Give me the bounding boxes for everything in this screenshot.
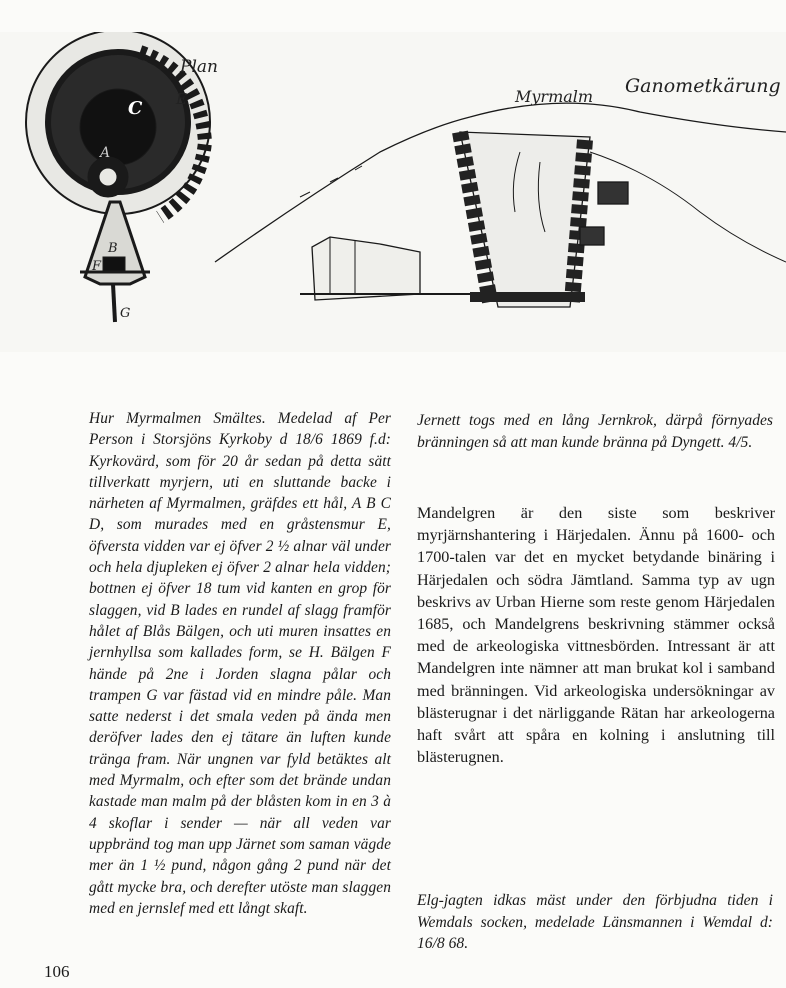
right-column-footnote — [417, 890, 773, 955]
label-b: B — [108, 241, 118, 256]
right-column-body — [417, 502, 775, 768]
label-c: C — [128, 98, 143, 119]
label-a: A — [100, 145, 111, 161]
left-column-text — [89, 408, 391, 919]
label-f: F — [92, 259, 102, 274]
left-paragraph: Hur Myrmalmen Smältes. Medelad af Per Person i Storsjöns Kyrkoby d 18/6 1869 f.d: Kyrkovärd, som för 20 år sedan på detta sätt tillverkatt myrjern, uti en sluttande backe i närheten af Myrmalmen, gräfdes ett hål, A B C D, som murades med en gråstensmur E, öfversta vidden var ej öfver 2 ½ alnar väl under och hela djupleken ej öfver 2 alnar hela vidden; bottnen ej öfver 18 tum vid kanten en grop för slaggen, vid B lades en rundel af slagg framför hålet af Blås Bälgen, och uti muren insattes en jernhyllsa som kallades form, se H. Bälgen F hände på 2ne i Jorden slagna pålar och trampen G var fästad vid en mindre påle. Man satte nederst i det smala veden på ända men deröfver lades den ej tätare än luften kunde tränga fram. När ungnen var fyld betäktes alt med Myrmalm, och efter som det brände undan kastade man malm på der blåsten kom in en 3 à 4 skoflar i sender — när all veden var uppbränd tog man upp Järnet som saman vägde mer än 1 ½ pund, någon gång 2 pund när det gått mycke bra, och derefter utöste man slaggen med en jernslef med ett långt skaft. — [89, 410, 391, 917]
footnote-paragraph: Elg-jagten idkas mäst under den förbjudna tiden i Wemdals socken, medelade Länsmannen i Wemdal d: 16/8 68. — [417, 892, 773, 953]
right-column-quote — [417, 410, 773, 453]
furnace-sketch — [0, 32, 786, 352]
label-ganometkar: Ganometkärung — [625, 75, 781, 97]
page-number: 106 — [44, 962, 70, 981]
label-g: G — [120, 306, 131, 321]
label-plan: Plan — [180, 57, 218, 77]
body-paragraph: Mandelgren är den siste som beskriver myrjärnshantering i Härjedalen. Ännu på 1600- och 1700-talen var det en mycket betydande binäring i Härjedalen och södra Jämtland. Samma typ av ugn beskrivs av Urban Hierne som reste genom Härjedalen 1685, och Mandelgrens beskrivning stämmer också med de arkeologiska vittnesbörden. Intressant är att Mandelgren inte nämner att man brukat kol i samband med bränningen. Vid arkeologiska undersökningar av blästerugnar i det närliggande Rätan har arkeologerna haft svårt att spåra en kolning i anslutning till blästerugnen. — [417, 504, 775, 767]
label-myrmalm: Myrmalm — [515, 87, 594, 106]
label-e: E — [176, 90, 187, 108]
quote-paragraph: Jernett togs med en lång Jernkrok, därpå förnyades bränningen så att man kunde bränna på Dyngett. 4/5. — [417, 412, 773, 451]
sketch-drawing — [0, 32, 786, 352]
